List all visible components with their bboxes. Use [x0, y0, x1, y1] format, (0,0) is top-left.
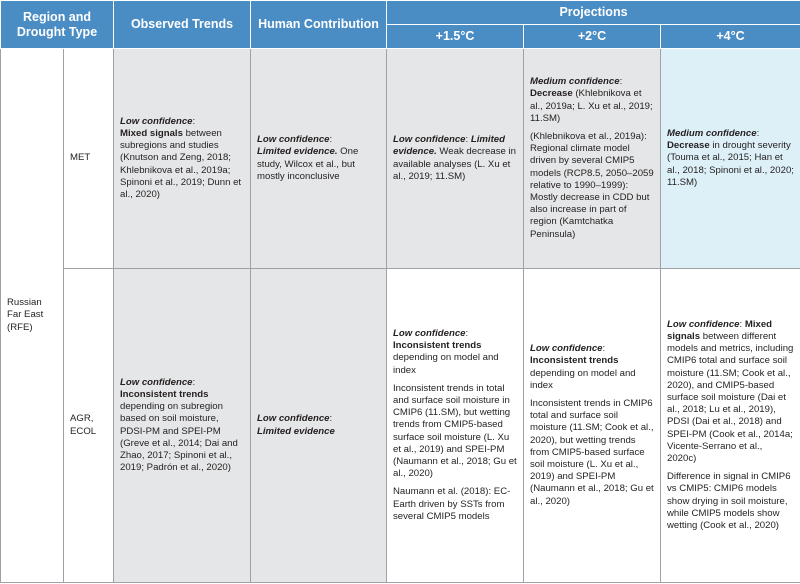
agr-plus-4-cell: Low confidence: Mixed signals between different models and metrics, including CMIP6 total and surface soil moisture (11.SM; Cook et al., 2020), and CMIP5-based surface soil moisture (Dai et al., 2018; Lu et al., 2019), PDSI (Dai et al., 2018) and SPEI-PM (Cook et al., 2014a; Vicente-Serrano et al., 2020c) Difference in signal in CMIP6 vs CMIP5: CMIP6 models show drying in soil moisture, while CMIP5 models show wetting (Cook et al., 2020) [661, 269, 800, 583]
agr-human-lead: Limited evidence [257, 425, 335, 437]
agr-observed-confidence: Low confidence [120, 376, 193, 388]
agr-p4-confidence: Low confidence [667, 318, 740, 330]
agr-p2-confidence: Low confidence [530, 343, 603, 355]
agr-observed-lead: Inconsistent trends [120, 388, 209, 400]
header-observed-trends: Observed Trends [114, 1, 251, 49]
met-p15-lead: Limited evidence. [393, 134, 505, 158]
met-human-confidence: Low confidence [257, 134, 330, 146]
header-plus-4: +4°C [661, 25, 800, 49]
agr-p2-note-1: Inconsistent trends in CMIP6 total and surface soil moisture (11.SM; Cook et al., 2020), but wetting trends from CMIP5-based surface soil moisture (L. Xu et al., 2019) and SPEI-PM (Naumann et al., 2018; Gu et al., 2020) [530, 397, 654, 507]
header-human-contribution: Human Contribution [251, 1, 387, 49]
agr-p15-note-1: Inconsistent trends in total and surface soil moisture in CMIP6 (11.SM), but wetting trends from CMIP5-based surface soil moisture (L. Xu et al., 2019) and SPEI-PM (Naumann et al., 2018; Gu et al., 2020) [393, 382, 517, 480]
met-p2-text: (Khlebnikova et al., 2019a; L. Xu et al., 2019; 11.SM) [530, 88, 653, 124]
met-observed-text: between subregions and studies (Knutson and Zeng, 2018; Khlebnikova et al., 2019a; Spinoni et al., 2019; Dunn et al., 2020) [120, 127, 242, 200]
header-region-drought-type: Region and Drought Type [1, 1, 114, 49]
met-observed-lead: Mixed signals [120, 127, 183, 139]
agr-plus-1-5-cell: Low confidence: Inconsistent trends depending on model and index Inconsistent trends in total and surface soil moisture in CMIP6 (11.SM), but wetting trends from CMIP5-based surface soil moisture (L. Xu et al., 2019) and SPEI-PM (Naumann et al., 2018; Gu et al., 2020) Naumann et al. (2018): EC-Earth driven by SSTs from several CMIP5 models [387, 269, 524, 583]
met-p15-confidence: Low confidence [393, 134, 466, 146]
table-row-agr-ecol [1, 269, 800, 583]
agr-p15-note-2: Naumann et al. (2018): EC-Earth driven by SSTs from several CMIP5 models [393, 486, 511, 522]
agr-p4-note-1: Difference in signal in CMIP6 vs CMIP5: CMIP6 models show drying in soil moisture, while CMIP5 models show wetting (Cook et al., 2020) [667, 471, 791, 532]
agr-p15-lead: Inconsistent trends [393, 340, 482, 352]
drought-type-agr-ecol: AGR, ECOL [64, 269, 114, 583]
met-plus-2-cell: Medium confidence: Decrease (Khlebnikova et al., 2019a; L. Xu et al., 2019; 11.SM) (Khlebnikova et al., 2019a): Regional climate model driven by several CMIP5 models (RCP8.5, 2050–2059 relative to 1990–1999): Mostly decrease in CDD but also increase in part of region (Kamtchatka Peninsula) [524, 49, 661, 269]
region-name: Russian Far East (RFE) [1, 49, 64, 583]
met-human-text: One study, Wilcox et al., but mostly inconclusive [257, 146, 359, 182]
agr-p2-text: depending on model and index [530, 367, 636, 391]
agr-observed-text: depending on subregion based on soil moisture, PDSI-PM and SPEI-PM (Greve et al., 2014; Dai and Zhao, 2017; Spinoni et al., 2019; Padrón et al., 2020) [120, 401, 238, 474]
agr-observed-cell: Low confidence: Inconsistent trends depending on subregion based on soil moisture, PDSI-PM and SPEI-PM (Greve et al., 2014; Dai and Zhao, 2017; Spinoni et al., 2019; Padrón et al., 2020) [114, 269, 251, 583]
met-p2-confidence: Medium confidence [530, 76, 620, 88]
agr-plus-2-cell: Low confidence: Inconsistent trends depending on model and index Inconsistent trends in CMIP6 total and surface soil moisture (11.SM; Cook et al., 2020), but wetting trends from CMIP5-based surface soil moisture (L. Xu et al., 2019) and SPEI-PM (Naumann et al., 2018; Gu et al., 2020) [524, 269, 661, 583]
met-p2-note: (Khlebnikova et al., 2019a): Regional climate model driven by several CMIP5 models (RCP8.5, 2050–2059 relative to 1990–1999): Mostly decrease in CDD but also increase in part of region (Kamtchatka Peninsula) [530, 130, 654, 240]
agr-p4-lead: Mixed signals [667, 318, 773, 342]
header-projections: Projections [387, 1, 800, 25]
met-human-cell: Low confidence: Limited evidence. One study, Wilcox et al., but mostly inconclusive [251, 49, 387, 269]
met-plus-1-5-cell: Low confidence: Limited evidence. Weak decrease in available analyses (L. Xu et al., 2019; 11.SM) [387, 49, 524, 269]
met-p4-lead: Decrease [667, 140, 710, 152]
agr-human-cell: Low confidence: Limited evidence [251, 269, 387, 583]
met-p4-text: in drought severity (Touma et al., 2015; Han et al., 2018; Spinoni et al., 2020; 11.SM) [667, 140, 794, 188]
agr-human-confidence: Low confidence [257, 413, 330, 425]
met-p15-text: Weak decrease in available analyses (L. Xu et al., 2019; 11.SM) [393, 146, 517, 182]
met-p4-confidence: Medium confidence [667, 127, 757, 139]
agr-p4-text: between different models and metrics, including CMIP6 total and surface soil moisture (11.SM; Cook et al., 2020), and CMIP5-based surface soil moisture (Dai et al., 2018; Lu et al., 2019), PDSI (Dai et al., 2018) and SPEI-PM (Cook et al., 2014a; Vicente-Serrano et al., 2020c) [667, 330, 794, 464]
met-observed-cell: Low confidence: Mixed signals between subregions and studies (Knutson and Zeng, 2018; Khlebnikova et al., 2019a; Spinoni et al., 2019; Dunn et al., 2020) [114, 49, 251, 269]
drought-type-met: MET [64, 49, 114, 269]
agr-p15-text: depending on model and index [393, 352, 499, 376]
table-row-met [1, 49, 800, 269]
met-observed-confidence: Low confidence [120, 115, 193, 127]
met-human-lead: Limited evidence. [257, 146, 338, 158]
met-plus-4-cell: Medium confidence: Decrease in drought severity (Touma et al., 2015; Han et al., 2018; Spinoni et al., 2020; 11.SM) [661, 49, 800, 269]
met-p2-lead: Decrease [530, 88, 573, 100]
header-plus-1-5: +1.5°C [387, 25, 524, 49]
header-plus-2: +2°C [524, 25, 661, 49]
agr-p2-lead: Inconsistent trends [530, 355, 619, 367]
agr-p15-confidence: Low confidence [393, 327, 466, 339]
